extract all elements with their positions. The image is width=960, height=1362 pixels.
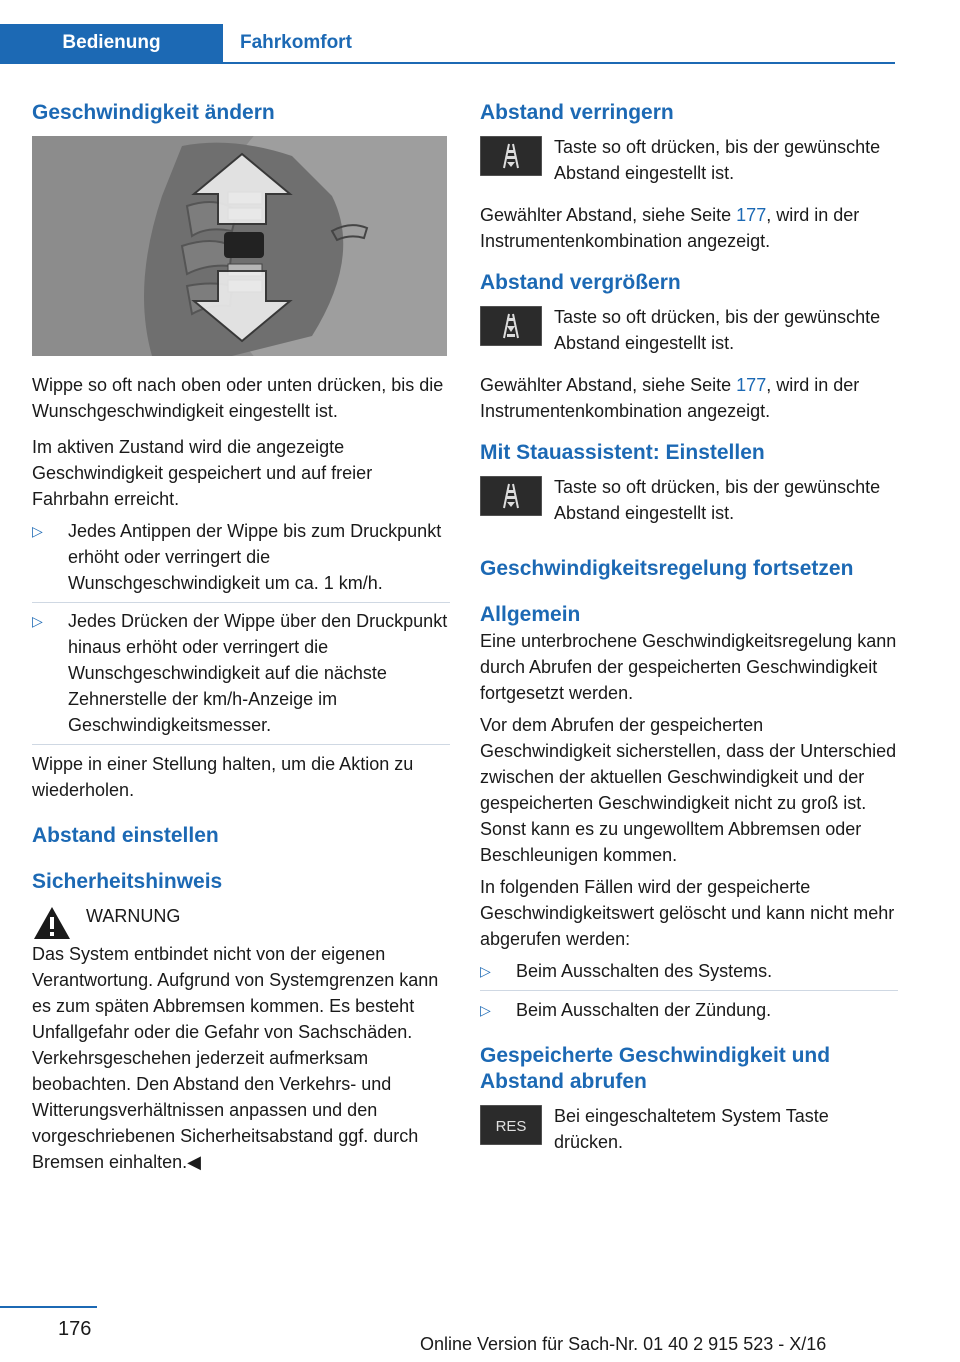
warning-text: Das System entbindet nicht von der eigenen Verantwortung. Aufgrund von Systemgrenzen kann es zum späten Abbremsen kommen. Es besteht Unfallgefahr oder die Gefahr von Sachschäden. Verkehrsgeschehen jederzeit aufmerksam beobachten. Den Abstand den Verkehrs- und Witterungsverhältnissen anpassen und den vorgeschriebenen Sicherheitsabstand ggf. durch Bremsen einhalten.◀ [32, 944, 439, 1172]
heading-recall: Gespeicherte Geschwindigkeit und Abstand abrufen [480, 1044, 831, 1093]
heading-stau: Mit Stauassistent: Einstellen [480, 441, 765, 464]
list-item: ▷ Beim Ausschalten der Zündung. [480, 997, 898, 1023]
triangle-bullet-icon: ▷ [32, 613, 43, 629]
footer-online-version: Online Version für Sach-Nr. 01 40 2 915 523 - X/16 [420, 1334, 827, 1354]
bullet-list-reset [480, 958, 898, 984]
distance-button-icon [480, 476, 542, 516]
heading-general: Allgemein [480, 603, 581, 626]
res-button-label: RES [495, 1118, 527, 1135]
list-item: ▷ Jedes Antippen der Wippe bis zum Druckpunkt erhöht oder verringert die Wunschgeschwindigkeit um ca. 1 km/h. [32, 518, 450, 596]
bullet-list-rocker [32, 518, 450, 738]
bullet-list-reset-2 [480, 997, 898, 1023]
decrease-row [480, 134, 898, 186]
triangle-bullet-icon: ▷ [32, 523, 43, 539]
paragraph-active-state: Im aktiven Zustand wird die angezeigte Geschwindigkeit gespeichert und auf freier Fahrbahn erreicht. [32, 437, 373, 509]
triangle-bullet-icon: ▷ [480, 1002, 491, 1018]
distance-decrease-button-icon [480, 136, 542, 176]
heading-safety: Sicherheitshinweis [32, 870, 223, 893]
left-column [32, 100, 450, 1175]
steering-wheel-illustration [32, 136, 447, 356]
heading-distance: Abstand einstellen [32, 824, 219, 847]
selected-distance-paragraph-2: Gewählter Abstand, siehe Seite 177, wird in der Instrumentenkombination angezeigt. [480, 375, 860, 421]
warning-label: WARNUNG [86, 906, 181, 926]
paragraph-general-2: Vor dem Abrufen der gespeicherten Geschwindigkeit sicherstellen, dass der Unterschied zwischen der aktuellen Geschwindigkeit und der gespeicherten Geschwindigkeit nicht zu groß ist. Sonst kann es zu ungewolltem Abbremsen oder Beschleunigen kommen. [480, 715, 897, 865]
stau-text: Taste so oft drücken, bis der gewünschte Abstand eingestellt ist. [554, 477, 881, 523]
triangle-bullet-icon: ▷ [480, 963, 491, 979]
res-button-icon [480, 1105, 542, 1145]
increase-row [480, 304, 898, 356]
paragraph-general-3: In folgenden Fällen wird der gespeicherte Geschwindigkeitswert gelöscht und kann nicht mehr abgerufen werden: [480, 877, 895, 949]
warning-triangle-icon [32, 905, 72, 941]
distance-increase-button-icon [480, 306, 542, 346]
steering-rocker-photo [32, 136, 447, 356]
page-number: 176 [58, 1318, 92, 1340]
paragraph-rocker: Wippe so oft nach oben oder unten drücken, bis die Wunschgeschwindigkeit eingestellt ist. [32, 375, 444, 421]
warning-block [32, 903, 450, 941]
page-link[interactable]: 177 [736, 205, 767, 225]
footer-line [0, 1306, 97, 1308]
heading-increase: Abstand vergrößern [480, 271, 681, 294]
paragraph-general-1: Eine unterbrochene Geschwindigkeitsregelung kann durch Abrufen der gespeicherten Geschwindigkeit fortgesetzt werden. [480, 631, 897, 703]
right-column [480, 100, 898, 1155]
heading-continue: Geschwindigkeitsregelung fortsetzen [480, 557, 854, 580]
heading-speed: Geschwindigkeit ändern [32, 101, 275, 124]
increase-text: Taste so oft drücken, bis der gewünschte Abstand eingestellt ist. [554, 307, 881, 353]
tab-fahrkomfort[interactable]: Fahrkomfort [240, 32, 352, 53]
heading-decrease: Abstand verringern [480, 101, 674, 124]
decrease-text: Taste so oft drücken, bis der gewünschte Abstand eingestellt ist. [554, 137, 881, 183]
recall-text: Bei eingeschaltetem System Taste drücken. [554, 1106, 829, 1152]
selected-distance-paragraph: Gewählter Abstand, siehe Seite 177, wird in der Instrumentenkombination angezeigt. [480, 205, 860, 251]
header-bar [0, 0, 895, 64]
page-link[interactable]: 177 [736, 375, 767, 395]
recall-row [480, 1103, 898, 1155]
stau-row [480, 474, 898, 526]
list-item: ▷ Jedes Drücken der Wippe über den Druckpunkt hinaus erhöht oder verringert die Wunschgeschwindigkeit auf die nächste Zehnerstelle der km/h-Anzeige im Geschwindigkeitsmesser. [32, 602, 450, 738]
tab-bedienung[interactable]: Bedienung [0, 24, 223, 62]
list-item: ▷ Beim Ausschalten des Systems. [480, 958, 898, 984]
paragraph-hold: Wippe in einer Stellung halten, um die Aktion zu wiederholen. [32, 754, 414, 800]
